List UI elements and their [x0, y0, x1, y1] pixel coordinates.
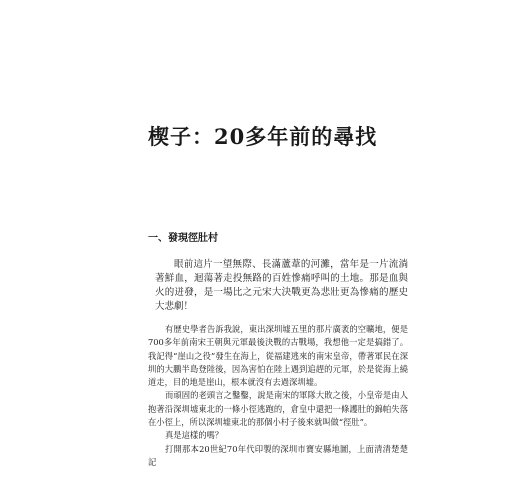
- body-paragraph: 真是這樣的嗎？: [165, 430, 224, 441]
- chapter-title: 楔子：20多年前的尋找: [148, 124, 378, 149]
- quote-text: 眼前這片一望無際、長滿蘆葦的河灘，當年是一片流淌著鮮血，迴蕩著走投無路的百姓慘痛呼叫的土地。那是血與火的迸發，是一場比之元宋大決戰更為悲壯更為慘痛的歷史大悲劇！: [155, 259, 408, 312]
- body-paragraph: 有歷史學者告訴我說，東出深圳墟五里的那片廣袤的空曠地，便是700多年前南宋王朝與元軍最後決戰的古戰場，我想他一定是搞錯了。我記得“崖山之役”發生在海上，從福建逃來的南宋皇帝，帶著軍民在深圳的大鵬半島登陸後，因為害怕在陸上遇到追趕的元軍，於是從海上繞道走，目的地是崖山，根本就沒有去過深圳墟。: [148, 324, 408, 388]
- body-paragraph: 打開那本20世紀70年代印製的深圳市寶安縣地圖，上面清清楚楚記: [148, 443, 408, 467]
- section-heading: 一、發現徑肚村: [148, 233, 218, 244]
- opening-quote: [155, 258, 408, 314]
- body-text: [148, 323, 408, 469]
- body-paragraph: 而頑固的老頭言之鑿鑿，說是南宋的軍隊大敗之後，小皇帝是由人抱著沿深圳墟東北的一條小徑逃跑的，倉皇中還把一條護肚的錦帕失落在小徑上，所以深圳墟東北的那個小村子後來就叫做“徑肚”。: [148, 390, 408, 428]
